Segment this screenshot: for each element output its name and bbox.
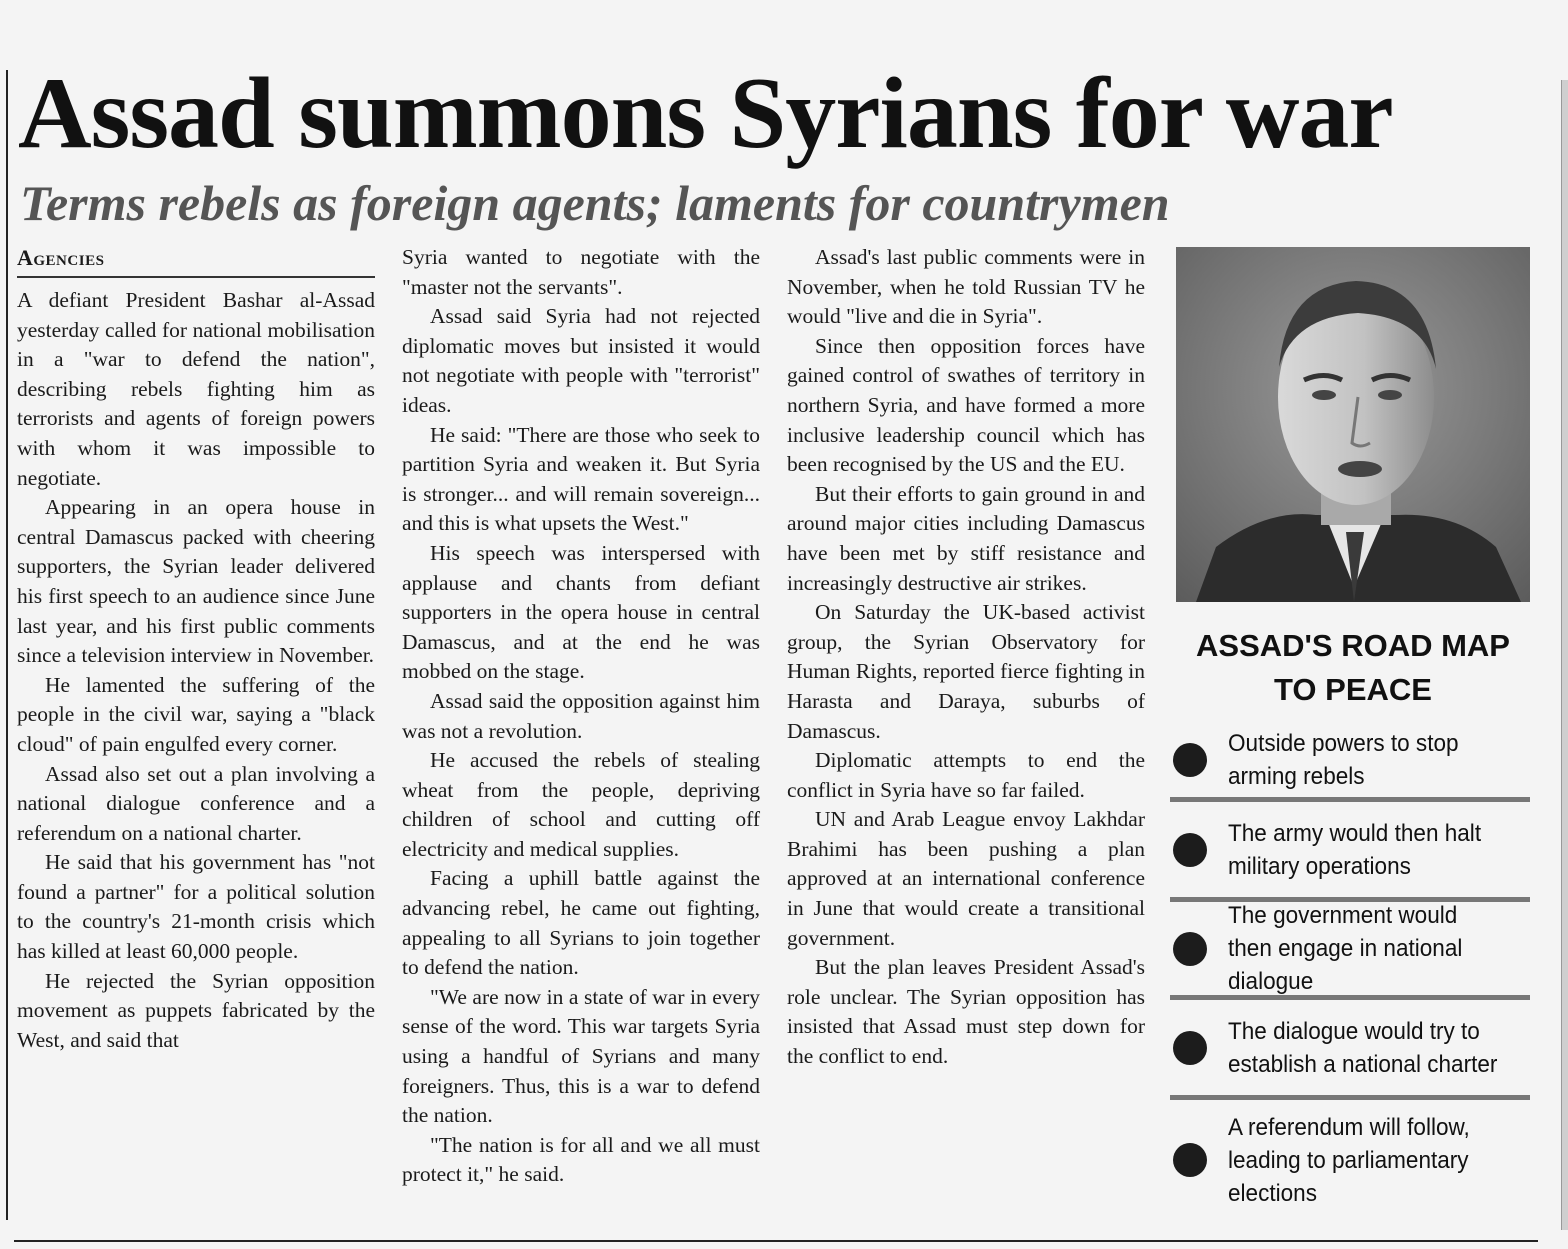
bullet-icon (1173, 1031, 1207, 1065)
list-item-text: Outside powers to stop arming rebels (1228, 729, 1459, 790)
paragraph: But their efforts to gain ground in and around major cities including Damascus have been met by stiff resistance and increasingly destructive air strikes. (787, 481, 1145, 595)
portrait-illustration (1176, 247, 1530, 602)
list-item (1170, 902, 1530, 1000)
paragraph: Assad's last public comments were in November, when he told Russian TV he would "live and die in Syria". (787, 245, 1145, 329)
bullet-icon (1173, 743, 1207, 777)
paragraph: Since then opposition forces have gained control of swathes of territory in northern Syria, and have formed a more inclusive leadership council which has been recognised by the US and the EU. (787, 333, 1145, 477)
list-item-text: The army would then halt military operations (1228, 819, 1482, 880)
paragraph: He said: "There are those who seek to partition Syria and weaken it. But Syria is stronger... and will remain sovereign... and this is what upsets the West." (402, 422, 760, 536)
bullet-icon (1173, 833, 1207, 867)
sidebar-title: ASSAD'S ROAD MAP TO PEACE (1196, 628, 1510, 707)
list-item (1170, 802, 1530, 902)
paragraph: He rejected the Syrian opposition movement as puppets fabricated by the West, and said that (17, 968, 375, 1052)
paragraph: Assad said the opposition against him was not a revolution. (402, 688, 760, 743)
bullet-icon (1173, 932, 1207, 966)
paragraph: Diplomatic attempts to end the conflict in Syria have so far failed. (787, 748, 1145, 802)
article-column-3 (787, 243, 1145, 1072)
paragraph: His speech was interspersed with applause and chants from defiant supporters in the opera house in central Damascus, and at the end he was mobbed on the stage. (402, 540, 760, 684)
list-item (1170, 722, 1530, 802)
article-column-2 (402, 243, 760, 1190)
article-column-1 (17, 243, 375, 1055)
paragraph: He said that his government has "not found a partner" for a political solution to the country's 21-month crisis which has killed at least 60,000 people. (17, 850, 375, 964)
paragraph: Syria wanted to negotiate with the "master not the servants". (402, 245, 760, 299)
paragraph: Assad said Syria had not rejected diplomatic moves but insisted it would not negotiate with people with "terrorist" ideas. (402, 304, 760, 417)
list-item (1170, 1100, 1530, 1220)
paragraph: He lamented the suffering of the people in the civil war, saying a "black cloud" of pain engulfed every corner. (17, 672, 375, 756)
list-item (1170, 1000, 1530, 1100)
paragraph: "We are now in a state of war in every sense of the word. This war targets Syria using a handful of Syrians and many foreigners. Thus, this is a war to defend the nation. (402, 984, 760, 1128)
paragraph: UN and Arab League envoy Lakhdar Brahimi has been pushing a plan approved at an international conference in June that would create a transitional government. (787, 807, 1145, 950)
paragraph: Appearing in an opera house in central Damascus packed with cheering supporters, the Syrian leader delivered his first speech to an audience since June last year, and his first public comments since a television interview in November. (17, 495, 375, 668)
list-item-text: The dialogue would try to establish a national charter (1228, 1017, 1498, 1078)
paragraph: A defiant President Bashar al-Assad yesterday called for national mobilisation in a "war to defend the nation", describing rebels fighting him as terrorists and agents of foreign powers with whom it was impossible to negotiate. (17, 288, 375, 490)
paragraph: But the plan leaves President Assad's role unclear. The Syrian opposition has insisted that Assad must step down for the conflict to end. (787, 955, 1145, 1069)
paragraph: Facing a uphill battle against the advancing rebel, he came out fighting, appealing to all Syrians to join together to defend the nation. (402, 866, 760, 980)
bottom-rule (14, 1240, 1538, 1242)
page-edge (1561, 80, 1568, 1230)
paragraph: Assad also set out a plan involving a national dialogue conference and a referendum on a national charter. (17, 761, 375, 845)
bullet-icon (1173, 1143, 1207, 1177)
list-item-text: A referendum will follow, leading to parliamentary elections (1228, 1113, 1470, 1207)
left-column-rule (6, 70, 8, 1220)
paragraph: On Saturday the UK-based activist group, the Syrian Observatory for Human Rights, reported fierce fighting in Harasta and Daraya, suburbs of Damascus. (787, 600, 1145, 743)
byline: Agencies (17, 243, 375, 278)
paragraph: He accused the rebels of stealing wheat from the people, depriving children of school and cutting off electricity and medical supplies. (402, 748, 760, 861)
portrait-photo (1176, 247, 1530, 602)
headline: Assad summons Syrians for war (18, 57, 1393, 170)
road-map-list (1170, 722, 1530, 1220)
paragraph: "The nation is for all and we all must protect it," he said. (402, 1132, 760, 1187)
subheadline: Terms rebels as foreign agents; laments for countrymen (20, 175, 1170, 231)
list-item-text: The government would then engage in national dialogue (1228, 902, 1463, 995)
